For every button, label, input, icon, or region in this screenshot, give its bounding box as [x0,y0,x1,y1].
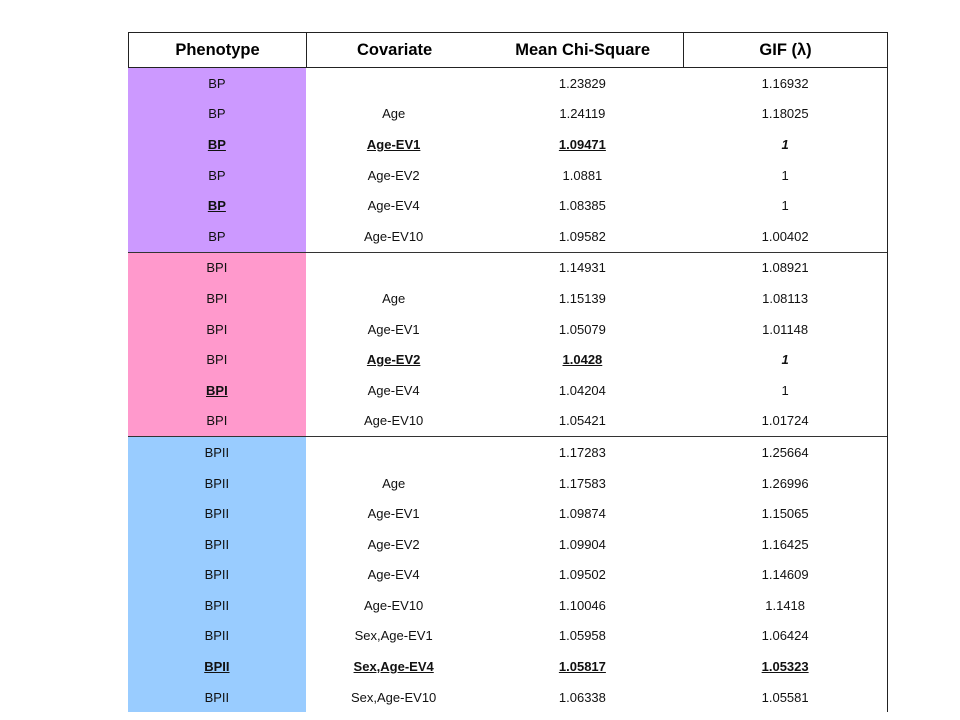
table-row [128,621,887,652]
phenotype-cell [128,129,306,160]
mcs-text: 1.05817 [558,659,606,675]
gif-cell: 1.05581 [761,689,809,705]
table-row [128,129,887,160]
covariate-cell: Age [382,106,406,122]
table-row [128,253,887,284]
phenotype-text: BP [207,198,226,214]
mean-chi-square-cell: 1.06338 [558,689,606,705]
table-row [128,221,887,252]
gif-cell: 1.1418 [765,597,806,613]
gif-cell: 1.14609 [761,567,809,583]
gif-cell: 1.01148 [762,321,809,337]
covariate-cell: Sex,Age-EV1 [354,628,433,644]
mean-chi-square-cell: 1.05958 [558,628,606,644]
gif-cell [683,137,887,152]
covariate-cell: Age-EV1 [367,321,420,337]
mean-chi-square-cell: 1.14931 [558,260,606,276]
gif-cell: 1.01724 [761,413,809,429]
mcs-text: 1.0428 [562,352,603,368]
gif-cell: 1.08113 [762,290,809,306]
mean-chi-square-cell: 1.24119 [559,106,606,122]
covariate-text: Age-EV1 [366,136,421,152]
gif-cell: 1.16932 [761,75,809,91]
gif-text: 1 [781,136,789,152]
phenotype-cell: BPII [128,498,306,529]
table-row [128,437,887,468]
covariate-text: Sex,Age-EV4 [353,659,434,675]
covariate-cell: Age-EV1 [367,506,420,522]
header-mean-chi-square: Mean Chi-Square [482,33,684,67]
table-row [128,498,887,529]
phenotype-text: BPII [204,659,230,675]
mean-chi-square-cell: 1.23829 [558,75,606,91]
phenotype-cell: BP [128,221,306,252]
gif-cell: 1.18025 [761,106,809,122]
mean-chi-square-cell: 1.09904 [558,536,606,552]
phenotype-cell: BPI [128,344,306,375]
phenotype-text: BPI [206,382,228,398]
phenotype-text: BP [207,136,226,152]
mcs-text: 1.09471 [558,136,606,152]
table-header [128,32,888,68]
phenotype-cell: BP [128,99,306,130]
table-row [128,314,887,345]
mean-chi-square-cell: 1.17283 [558,444,606,460]
phenotype-cell: BPI [128,314,306,345]
table-row [128,283,887,314]
table-row [128,375,887,406]
mean-chi-square-cell: 1.04204 [558,382,606,398]
table-row [128,529,887,560]
mean-chi-square-cell: 1.09874 [558,506,606,522]
table-row [128,68,887,99]
covariate-cell: Age-EV4 [367,382,420,398]
header-phenotype: Phenotype [129,33,307,67]
covariate-cell: Age-EV4 [367,567,420,583]
mean-chi-square-cell [482,659,684,674]
covariate-cell: Age-EV2 [367,536,420,552]
phenotype-cell: BPI [128,253,306,284]
gif-cell: 1 [781,382,789,398]
covariate-cell: Age-EV4 [367,198,420,214]
mean-chi-square-cell [482,352,684,367]
mean-chi-square-cell: 1.17583 [558,475,606,491]
table-row [128,560,887,591]
table-row [128,590,887,621]
header-gif: GIF (λ) [759,40,812,59]
covariate-text: Age-EV2 [366,352,421,368]
gif-cell [683,659,887,674]
phenotype-cell: BPII [128,560,306,591]
table-row [128,468,887,499]
covariate-cell [306,137,482,152]
phenotype-cell: BP [128,68,306,99]
covariate-cell: Age [382,290,406,306]
mean-chi-square-cell: 1.10046 [558,597,606,613]
covariate-cell [306,659,482,674]
phenotype-cell [128,651,306,682]
covariate-cell: Age-EV10 [364,597,424,613]
phenotype-cell: BPII [128,682,306,713]
gif-cell: 1 [781,198,789,214]
gif-text: 1.05323 [761,659,809,675]
table-body [128,68,888,712]
phenotype-cell [128,375,306,406]
covariate-cell: Age-EV10 [364,413,424,429]
table-row [128,682,887,713]
phenotype-cell: BPII [128,437,306,468]
covariate-cell: Sex,Age-EV10 [351,689,437,705]
table-row [128,160,887,191]
gif-cell: 1.16425 [761,536,809,552]
phenotype-cell: BPII [128,529,306,560]
mean-chi-square-cell: 1.09502 [558,567,606,583]
table-row [128,99,887,130]
mean-chi-square-cell: 1.15139 [558,290,606,306]
gif-text: 1 [781,352,789,368]
table-row [128,651,887,682]
gif-cell: 1.00402 [761,228,809,244]
phenotype-cell: BP [128,160,306,191]
covariate-cell: Age [382,475,406,491]
group-bpi [128,253,887,438]
phenotype-cell: BPII [128,590,306,621]
phenotype-cell: BPII [128,621,306,652]
phenotype-cell: BPII [128,468,306,499]
mean-chi-square-cell: 1.05421 [558,413,606,429]
group-bp [128,68,887,253]
covariate-cell: Age-EV2 [367,167,420,183]
gif-cell [683,352,887,367]
gif-cell: 1.15065 [761,506,809,522]
mean-chi-square-cell [482,137,684,152]
gif-cell: 1.25664 [761,444,809,460]
table-row [128,406,887,437]
gif-cell: 1.06424 [761,628,809,644]
gif-cell: 1.08921 [761,260,809,276]
phenotype-cell: BPI [128,406,306,437]
covariate-cell [306,352,482,367]
mean-chi-square-cell: 1.09582 [558,228,606,244]
mean-chi-square-cell: 1.08385 [558,198,606,214]
results-table [128,32,888,712]
group-bpii [128,437,887,712]
phenotype-cell: BPI [128,283,306,314]
mean-chi-square-cell: 1.0881 [562,167,603,183]
table-row [128,344,887,375]
phenotype-cell [128,190,306,221]
gif-cell: 1 [781,167,789,183]
covariate-cell: Age-EV10 [364,228,424,244]
gif-cell: 1.26996 [761,475,809,491]
table-row [128,190,887,221]
mean-chi-square-cell: 1.05079 [558,321,606,337]
header-covariate: Covariate [357,40,433,59]
